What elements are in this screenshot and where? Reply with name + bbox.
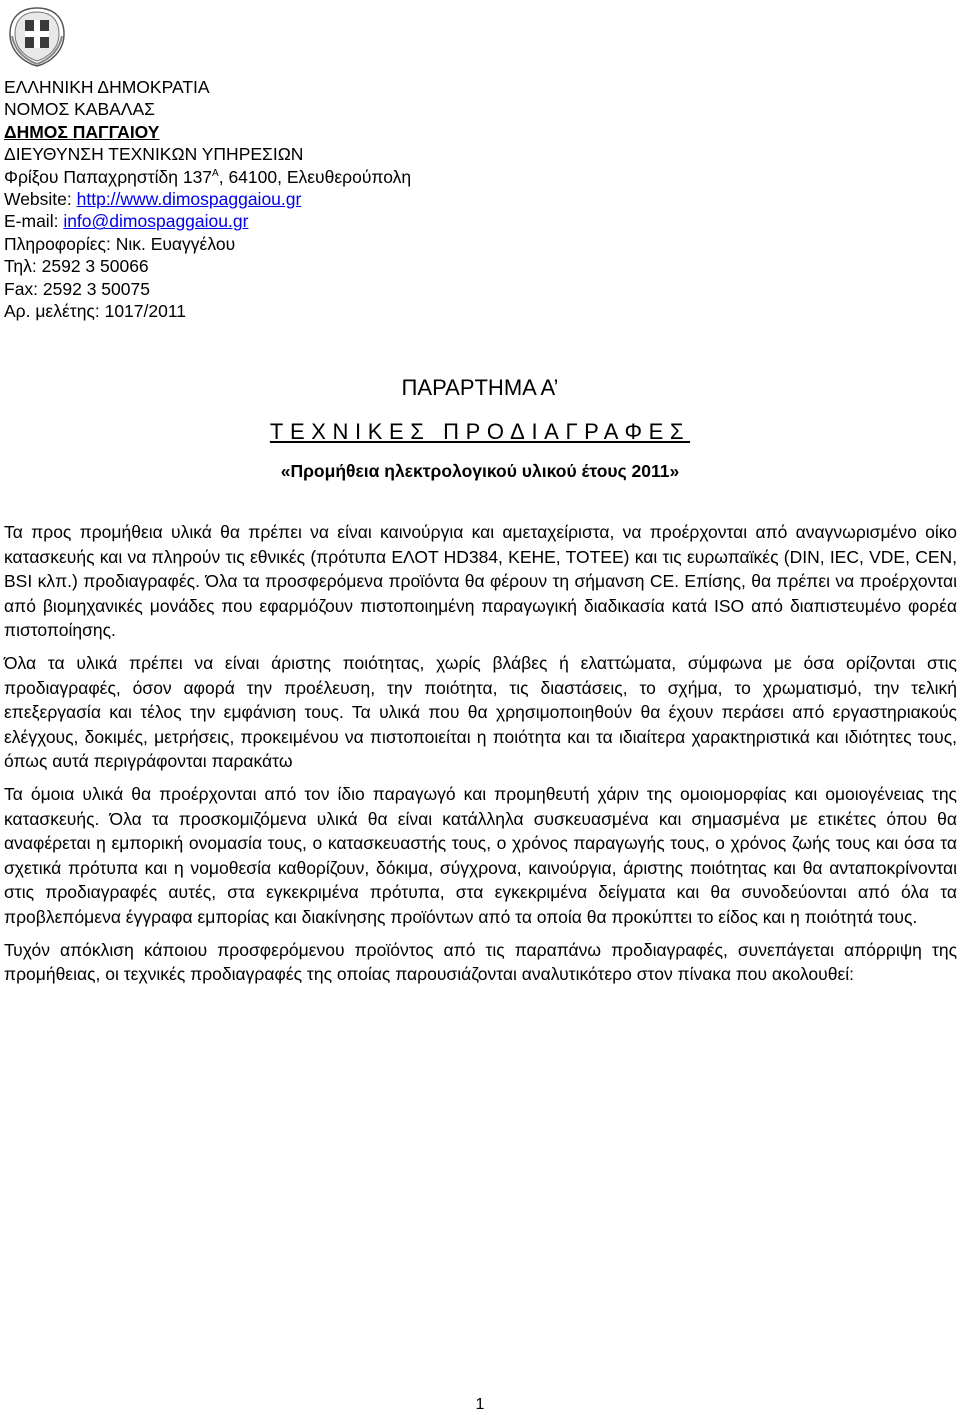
department-line: ΔΙΕΥΘΥΝΣΗ ΤΕΧΝΙΚΩΝ ΥΠΗΡΕΣΙΩΝ xyxy=(4,144,304,165)
email-line: E-mail: info@dimospaggaiou.gr xyxy=(4,211,249,232)
subtitle: «Προμήθεια ηλεκτρολογικού υλικού έτους 2011» xyxy=(280,461,680,481)
study-number-line: Αρ. μελέτης: 1017/2011 xyxy=(4,301,187,322)
specs-title: ΤΕΧΝΙΚΕΣ ΠΡΟΔΙΑΓΡΑΦΕΣ xyxy=(269,419,691,444)
paragraph: Τα προς προμήθεια υλικά θα πρέπει να είναι καινούργια και αμεταχείριστα, να προέρχονται από αναγνωρισμένο οίκο κατασκευής και να πληρούν τις εθνικές (πρότυπα ΕΛΟΤ HD384, ΚΕΗΕ, ΤΟΤΕΕ) και τις ευρωπαϊκές (DIN, IEC, VDE, CEN, BSI κλπ.) προδιαγραφές. Όλα τα προσφερόμενα προϊόντα θα φέρουν τη σήμανση CE. Επίσης, θα πρέπει να προέρχονται από βιομηχανικές μονάδες που εφαρμόζουν πιστοποιημένη παραγωγική διαδικασία κατά ISO από διαπιστευμένο φορέα πιστοποίησης. xyxy=(4,522,957,641)
address-line: Φρίξου Παπαχρηστίδη $137^A$, 64100, Ελευθερούπολη xyxy=(4,166,412,187)
appendix-title: ΠΑΡΑΡΤΗΜΑ Α’ xyxy=(401,375,559,400)
country-line: ΕΛΛΗΝΙΚΗ ΔΗΜΟΚΡΑΤΙΑ xyxy=(4,77,210,97)
paragraph: Τα όμοια υλικά θα προέρχονται από τον ίδιο παραγωγό και προμηθευτή χάριν της ομοιομορφίας και ομοιογένειας της κατασκευής. Όλα τα προσκομιζόμενα υλικά θα είναι κατάλληλα συσκευασμένα και σημασμένα με ετικέτες όπου θα αναφέρεται η εμπορική ονομασία τους, ο κατασκευαστής τους, ο χρόνος παραγωγής τους, ο χρόνος ζωής τους και όσα τα σχετικά πρότυπα και η νομοθεσία καθορίζουν, δόκιμα, σύγχρονα, καινούργια, άριστης ποιότητας και θα ανταποκρίνονται στις προδιαγραφές αυτές, στα εγκεκριμένα πρότυπα, στα εγκεκριμένα δείγματα και θα συνοδεύονται από όλα τα προβλεπόμενα έγγραφα εμπορίας και διακίνησης προϊόντων από τα οποία θα προκύπτει το είδος και η ποιότητά τους. xyxy=(4,783,957,927)
prefecture-line: ΝΟΜΟΣ ΚΑΒΑΛΑΣ xyxy=(4,99,155,120)
fax-line: Fax: 2592 3 50075 xyxy=(4,278,150,299)
paragraph: Όλα τα υλικά πρέπει να είναι άριστης ποιότητας, χωρίς βλάβες ή ελαττώματα, σύμφωνα με όσα ορίζονται στις προδιαγραφές, όσον αφορά την προέλευση, την ποιότητα, τις διαστάσεις, το σχήμα, το χρωματισμό, την τελική επεξεργασία και τέλος την εμφάνιση τους. Τα υλικά που θα χρησιμοποιηθούν θα έχουν περάσει από εργαστηριακούς ελέγχους, δοκιμές, μετρήσεις, προκειμένου να πιστοποιείται η ποιότητα και τα ιδιαίτερα χαρακτηριστικά και ιδιότητες τους, όπως αυτά περιγράφονται παρακάτω xyxy=(4,652,957,772)
email-link[interactable]: info@dimospaggaiou.gr xyxy=(63,211,249,232)
website-line: Website: http://www.dimospaggaiou.gr xyxy=(4,189,302,210)
body-text xyxy=(4,520,957,995)
info-line: Πληροφορίες: Νικ. Ευαγγέλου xyxy=(4,233,236,254)
letterhead xyxy=(4,76,411,322)
title-block xyxy=(0,374,960,482)
municipality-line: ΔΗΜΟΣ ΠΑΓΓΑΙΟΥ xyxy=(4,121,160,142)
phone-line: Τηλ: 2592 3 50066 xyxy=(4,256,149,277)
paragraph: Τυχόν απόκλιση κάποιου προσφερόμενου προϊόντος από τις παραπάνω προδιαγραφές, συνεπάγεται απόρριψη της προμήθειας, οι τεχνικές προδιαγραφές της οποίας παρουσιάζονται αναλυτικότερο στον πίνακα που ακολουθεί: xyxy=(4,939,957,985)
page-number: 1 xyxy=(475,1396,485,1413)
greek-coat-of-arms-icon xyxy=(6,6,68,68)
website-link[interactable]: http://www.dimospaggaiou.gr xyxy=(76,189,302,210)
